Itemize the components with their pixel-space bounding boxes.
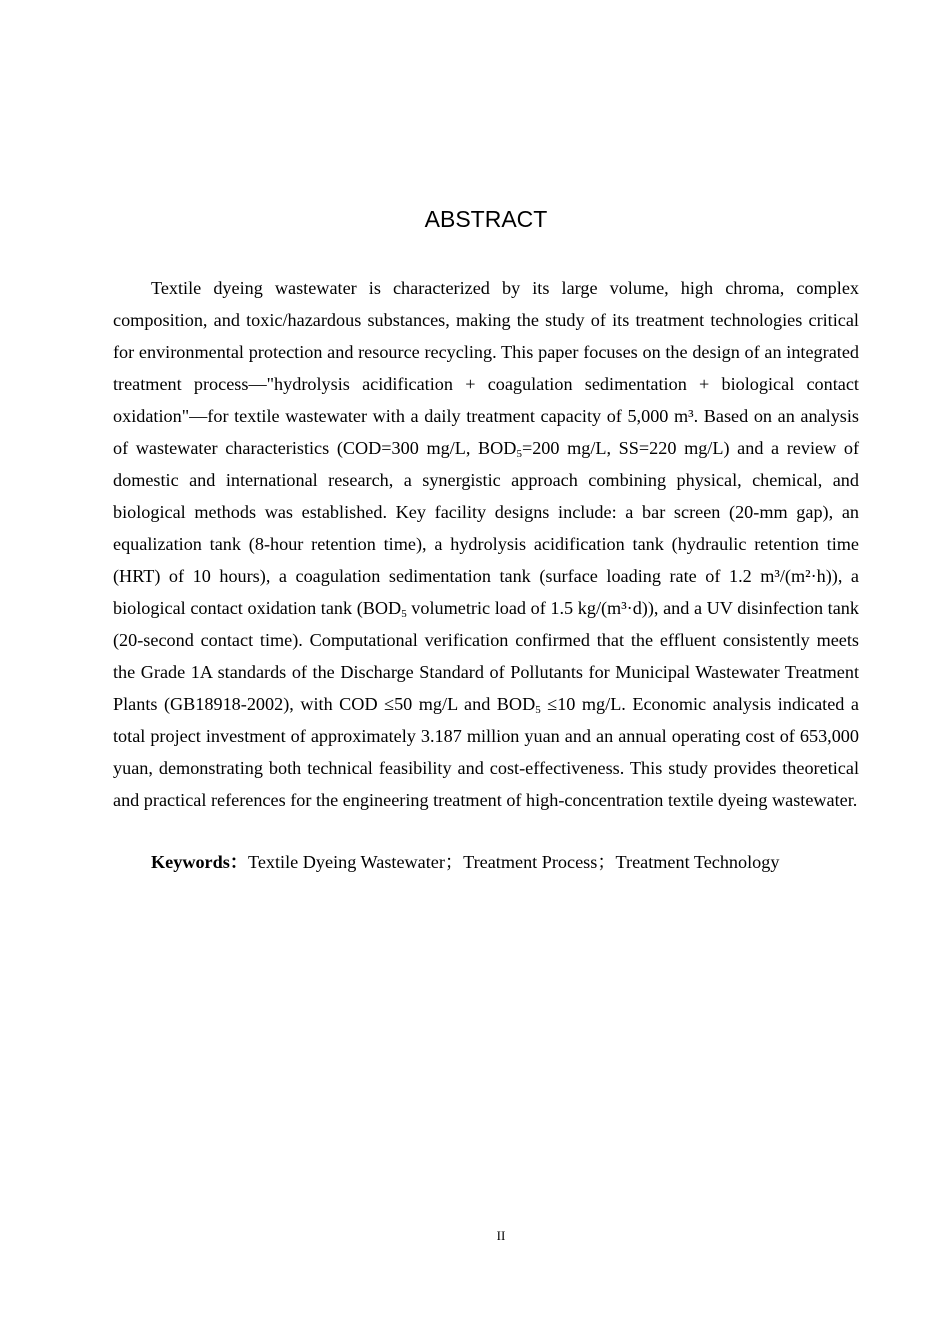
abstract-text-part-2: =200 mg/L, SS=220 mg/L) and a review of domestic and international research, a synergistic approach combining physical, chemical, and biological methods was established. Key facility designs include: a bar screen (20-mm gap), an equalization tank (8-hour retention time), a hydrolysis acidification tank (hydraulic retention time (HRT) of 10 hours), a coagulation sedimentation tank (surface loading rate of 1.2 m³/(m²·h)), a biological contact oxidation tank (BOD	[113, 438, 859, 618]
keywords-line	[113, 846, 859, 878]
bod-subscript: 5	[535, 704, 541, 716]
abstract-text-part-4: ≤10 mg/L. Economic analysis indicated a total project investment of approximately 3.187 million yuan and an annual operating cost of 653,000 yuan, demonstrating both technical feasibility and cost-effectiveness. This study provides theoretical and practical references for the engineering treatment of high-concentration textile dyeing wastewater.	[113, 694, 859, 810]
keyword-item: Textile Dyeing Wastewater	[248, 852, 445, 872]
abstract-text-part-1: Textile dyeing wastewater is characterized by its large volume, high chroma, complex composition, and toxic/hazardous substances, making the study of its treatment technologies critical for environmental protection and resource recycling. This paper focuses on the design of an integrated treatment process—"hydrolysis acidification + coagulation sedimentation + biological contact oxidation"—for textile wastewater with a daily treatment capacity of 5,000 m³. Based on an analysis of wastewater characteristics (COD=300 mg/L, BOD	[113, 278, 859, 458]
abstract-text-part-3: volumetric load of 1.5 kg/(m³·d)), and a UV disinfection tank (20-second contact time). Computational verification confirmed that the effluent consistently meets the Grade 1A standards of the Discharge Standard of Pollutants for Municipal Wastewater Treatment Plants (GB18918-2002), with COD ≤50 mg/L and BOD	[113, 598, 859, 714]
keyword-item: Treatment Technology	[615, 852, 780, 872]
bod-subscript: 5	[516, 448, 522, 460]
keyword-separator: ；	[597, 852, 616, 872]
keywords-label: Keywords：	[151, 852, 248, 872]
abstract-paragraph	[113, 272, 859, 816]
keyword-item: Treatment Process	[463, 852, 598, 872]
page-title: ABSTRACT	[424, 206, 548, 232]
keyword-separator: ；	[444, 852, 464, 872]
page-number: II	[496, 1228, 506, 1243]
bod-subscript: 5	[401, 608, 407, 620]
